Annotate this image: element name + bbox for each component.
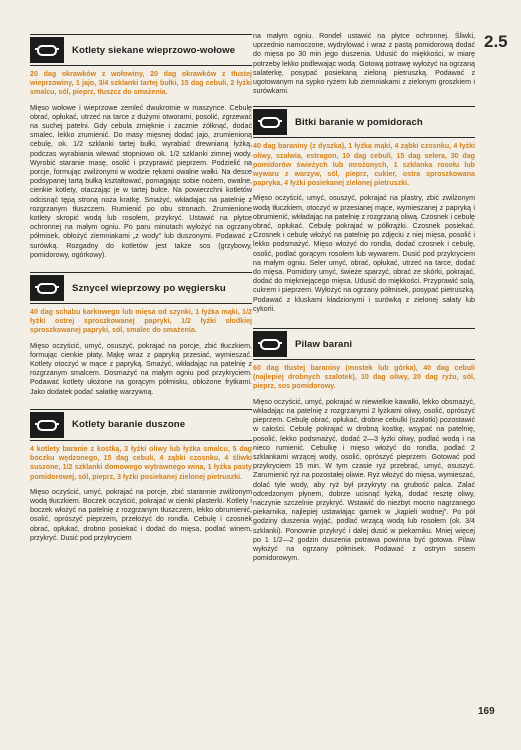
recipe-kotlety-siekane [30, 34, 252, 260]
cooking-pot-icon [253, 331, 287, 357]
page-number: 169 [478, 706, 495, 717]
recipe-ingredients: 4 kotlety baranie z kostką, 3 łyżki oliwy lub łyżka smalcu, 5 dag boczku wędzonego, 15 dag cebuli, 4 ząbki czosnku, 4 śliwki suszone, 1/2 szklanki domowego wytrawnego wina, 1 łyżka pasty pomidorowej, sól, pieprz, 3 łyżki posiekanej zielonej pietruszki. [30, 444, 252, 481]
recipe-title: Kotlety siekane wieprzowo-wołowe [72, 44, 236, 56]
recipe-ingredients: 40 dag schabu karkowego lub mięsa od szynki, 1 łyżka mąki, 1/2 łyżki ostrej sproszkowanej papryki, 1/2 łyżki słodkiej sproszkowanej papryki, sól, smalec do smażenia. [30, 308, 252, 335]
cooking-pot-icon [253, 109, 287, 135]
recipe-method: Mięso oczyścić, umyć, osuszyć, pokrajać na porcje, zbić tłuczkiem, formując cienkie płaty. Mąkę wraz z papryką przesiać, wymieszać. Kotlety otoczyć w mące z papryką. Smażyć, wkładając na patelnię z rozgrzanym smalcem. Dosmażyć na małym ogniu pod przykryciem. Podawać kotlety ułożone na gorącym półmisku, obłożone frytkami. Jako dodatek podać sałatkę warzywną. [30, 341, 252, 396]
recipe-sznycel-wieprzowy [30, 272, 252, 397]
cooking-pot-icon [30, 412, 64, 438]
recipe-method: Mięso oczyścić, umyć, pokrajać w niewielkie kawałki, lekko obsmażyć, wkładając na patelnię z rozgrzanymi 2 łyżkami oliwy, osolić, oprószyć pieprzem. Cebulę obrać, opłukać, drobne cebulki (szalotki) pozostawić w całości. Cebulę pokrajać w drobną kostkę, wsypać na patelnię, posolić, lekko podsmażyć, dodać 2—3 łyżki oliwy, podlać wodą i na nieco rumienić. Cebulkę i mięso włożyć do rondla, podlać 2 szklankami wrzącej wody, osolić, oprószyć pieprzem. Gotować pod przykryciem 15 min. W tym czasie ryż przebrać, umyć, osuszyć. Zarumienić ryż na pozostałej oliwie. Ryż włożyć do mięsa, wymieszać, dolać tyle wody, aby ryż był przykryty na grubość palca. Zalać odcedzonym płynem, dobrze ucisnąć łyżką, dodać resztę oliwy, naczynie szczelnie przykryć. Wstawić do niezbyt mocno nagrzanego piekarnika, najlepiej ustawiając garnek w „kąpieli wodnej”. Po pół godziny duszenia wyjąć, podlać wrzącą wodą lub rosołem (ok. 3/4 szklanki). Ponownie przykryć i dalej dusić w piekarniku. Mniej więcej po 1 1/2—2 godzin duszenia potrawa powinna być gotowa. Pilaw wyłożyć na ogrzany półmisek. Podawać z ostrym sosem pomidorowym. [253, 397, 475, 563]
recipe-ingredients: 60 dag tłustej baraniny (mostek lub górka), 40 dag cebuli (najlepiej drobnych szalotek), 10 dag oliwy, 20 dag ryżu, sól, pieprz, sos pomidorowy. [253, 364, 475, 391]
recipe-title: Pilaw barani [295, 338, 353, 350]
left-column [30, 0, 252, 551]
recipe-title: Sznycel wieprzowy po węgiersku [72, 282, 226, 294]
recipe-ingredients: 20 dag okrawków z wołowiny, 20 dag okrawków z tłustej wieprzowiny, 1 jajo, 3/4 szklanki tartej bułki, 15 dag cebuli, 2 łyżki smalcu, sól, pieprz, tłuszcz do smażenia. [30, 70, 252, 97]
recipe-method-continued: na małym ogniu. Rondel ustawić na płytce ochronnej. Śliwki, uprzednio namoczone, wydrylować i wraz z pastą pomidorową dodać do mięsa po 30 min jego duszenia. Udusić do miękkości, w miarę potrzeby lekko podlewając wodą. Gotową potrawę wyłożyć na ogrzaną salaterkę, posypać posiekaną zieloną pietruszką. Podawać z ugotowanym na sypko ryżem lub ziemniakami z zielonym groszkiem i surówkami. [253, 32, 475, 96]
recipe-header [253, 106, 475, 138]
recipe-method: Mięso oczyścić, umyć, osuszyć, pokrajać na plastry, zbić zwilżonym wodą tłuczkiem, otoczyć w przesianej mące, wymieszanej z papryką i obrumienić, wkładając na patelnię z rozgrzaną oliwą. Czosnek i cebulę obrać, opłukać. Cebulę pokrajać w półkrążki. Czosnek posiekać. Czosnek i cebulę włożyć na patelnię po zdjęciu z niej mięsa, posolić i lekko podsmażyć. Mięso włożyć do rondla, dodać czosnek i cebulę, osolić, podlać gorącym rosołem lub wywarem. Dusić pod przykryciem na małym ogniu. Seler umyć, obrać, opłukać, utrzeć na tarce, dodać do mięsa. Pomidory umyć, świeże sparzyć, obrać ze skórki, pokrajać, dodać do miękniejącego mięsa. Udusić do miękkości. Przyprawić solą, cukrem i pieprzem. Wyłożyć na ogrzany półmisek, posypać pietruszką. Podawać z kluskami kładzionymi i surówką z zielonej sałaty lub cykorii. [253, 194, 475, 313]
recipe-header [30, 409, 252, 441]
cooking-pot-icon [30, 275, 64, 301]
recipe-ingredients: 40 dag baraniny (z dyszka), 1 łyżka mąki, 4 ząbki czosnku, 4 łyżki oliwy, szałwia, estragon, 10 dag cebuli, 15 dag selera, 30 dag pomidorów świeżych lub mrożonych, 1 szklanka rosołu lub wywaru z warzyw, sól, pieprz, cukier, ostra sproszkowana papryka, 4 łyżki posiekanej zielonej pietruszki. [253, 142, 475, 188]
right-column [253, 0, 475, 571]
recipe-method: Mięso wołowe i wieprzowe zemleć dwukrotnie w maszynce. Cebulę obrać, opłukać, utrzeć na tarce z dużymi otworami, posolić, zgrzewać na suchej patelni. Gdy cebula zmięknie i zacznie żółknąć, dodać smalec, lekko zrumienić. Do masy mięsnej dodać jajo, zrumienioną cebulę, ok. 1/2 szklanki tartej bułki, wyrabiać drewnianą łyżką, podczas wyrabiania wlewać stopniowo ok. 1/2 szklanki zimnej wody. Wyrobić staranie masę, osolić i przyprawić pieprzem. Podzielić na porcje, formując zwilżonymi w wodzie rękami owalne wałki. Na desce podsypanej tartą bułką kształtować, pomagając sobie nożem, owalne, cienkie kotlety, otaczając je w tartej bułce. Na powierzchni kotletów odcisnąć tępą stroną noża kratkę. Smażyć, wkładając na patelnię z rozgrzanym tłuszczem. Rumienić po obu stronach. Zrumienione kotlety skropić wodą lub rosołem, przykryć. Ustawić na płytce ochronnej na małym ogniu. Po paru minutach wyłożyć na ogrzany półmisek, obłożyć ziemniakami „z wody” lub duszonymi. Podawać z surówką. Rozgadny do kotletów jest także sos (grzybowy, pomidorowy, ogórkowy). [30, 103, 252, 259]
cooking-pot-icon [30, 37, 64, 63]
recipe-pilaw-barani [253, 328, 475, 563]
recipe-method: Mięso oczyścić, umyć, pokrajać na porcje, zbić starannie zwilżonym wodą tłuczkiem. Boczek oczyścić, pokrajać w cienki plasterki. Kotlety i boczek włożyć na patelnię z rozgrzanym tłuszczem, lekko obrumienić, osolić, oprószyć pieprzem, przełożyć do rondla. Cebulę i czosnek obrać, opłukać, drobno posiekać i dodać do mięsa, podlać winem, przykryć. Dusić pod przykryciem [30, 487, 252, 542]
recipe-bitki-baranie [253, 106, 475, 314]
recipe-title: Kotlety baranie duszone [72, 419, 186, 431]
section-number: 2.5 [484, 32, 508, 51]
recipe-header [253, 328, 475, 360]
recipe-header [30, 272, 252, 304]
recipe-title: Bitki baranie w pomidorach [295, 116, 423, 128]
recipe-header [30, 34, 252, 66]
recipe-kotlety-baranie [30, 409, 252, 543]
